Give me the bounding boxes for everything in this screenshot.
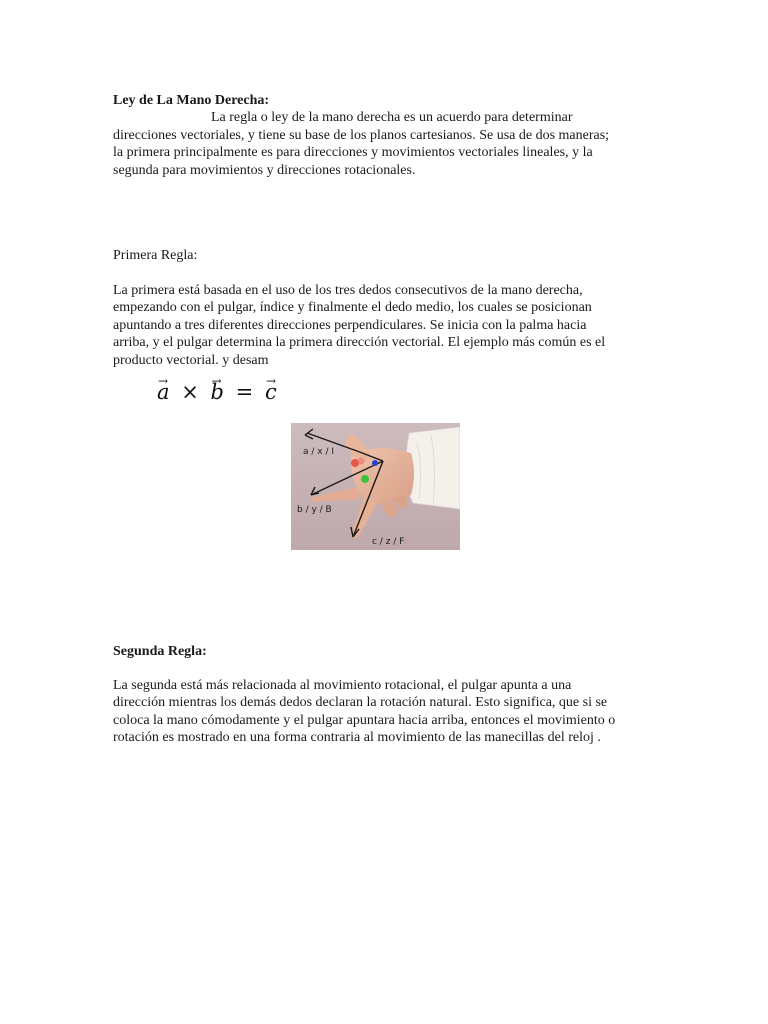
- segunda-line-4: rotación es mostrado en una forma contraria al movimiento de las manecillas del reloj .: [113, 730, 601, 746]
- primera-line-2: empezando con el pulgar, índice y finalmente el dedo medio, los cuales se posicionan: [113, 300, 592, 316]
- intro-line-4: segunda para movimientos y direcciones rotacionales.: [113, 162, 416, 178]
- vector-b: → b: [211, 384, 225, 401]
- intro-line-3: la primera principalmente es para direcciones y movimientos vectoriales lineales, y la: [113, 145, 593, 161]
- intro-line-1-text: La regla o ley de la mano derecha es un acuerdo para determinar: [211, 110, 573, 126]
- label-a: a / x / I: [303, 447, 335, 457]
- intro-line-2: direcciones vectoriales, y tiene su base de los planos cartesianos. Se usa de dos maneras;: [113, 127, 610, 143]
- segunda-regla-heading-block: [113, 643, 653, 660]
- equals-symbol: =: [235, 380, 254, 404]
- blue-marker-dot: [372, 460, 378, 466]
- primera-regla-heading-block: [113, 247, 653, 264]
- primera-line-5: producto vectorial. y desam: [113, 352, 269, 368]
- vector-a: → a: [157, 384, 170, 401]
- intro-section: [113, 92, 653, 179]
- primera-line-4: arriba, y el pulgar determina la primera dirección vectorial. El ejemplo más común es el: [113, 335, 606, 351]
- segunda-line-3: coloca la mano cómodamente y el pulgar apuntara hacia arriba, entonces el movimiento o: [113, 712, 616, 728]
- primera-line-3: apuntando a tres diferentes direcciones perpendiculares. Se inicia con la palma hacia: [113, 317, 587, 333]
- segunda-line-1: La segunda está más relacionada al movimiento rotacional, el pulgar apunta a una: [113, 678, 572, 693]
- intro-line-1: [113, 109, 653, 126]
- hand-illustration: [291, 423, 460, 550]
- label-c: c / z / F: [372, 537, 405, 547]
- green-marker-dot: [361, 475, 369, 483]
- right-hand-rule-photo: [291, 423, 460, 550]
- primera-line-1: La primera está basada en el uso de los tres dedos consecutivos de la mano derecha,: [113, 283, 583, 298]
- label-b: b / y / B: [297, 505, 332, 515]
- vector-c: → c: [265, 384, 277, 401]
- primera-regla-paragraph: [113, 282, 653, 369]
- segunda-regla-title: Segunda Regla:: [113, 644, 207, 659]
- times-symbol: ×: [181, 380, 200, 404]
- segunda-line-2: dirección mientras los demás dedos declaran la rotación natural. Esto significa, que si se: [113, 695, 608, 711]
- segunda-regla-paragraph: [113, 677, 653, 747]
- page-title: Ley de La Mano Derecha:: [113, 93, 270, 108]
- primera-regla-title: Primera Regla:: [113, 248, 198, 263]
- cross-product-formula: [157, 380, 278, 404]
